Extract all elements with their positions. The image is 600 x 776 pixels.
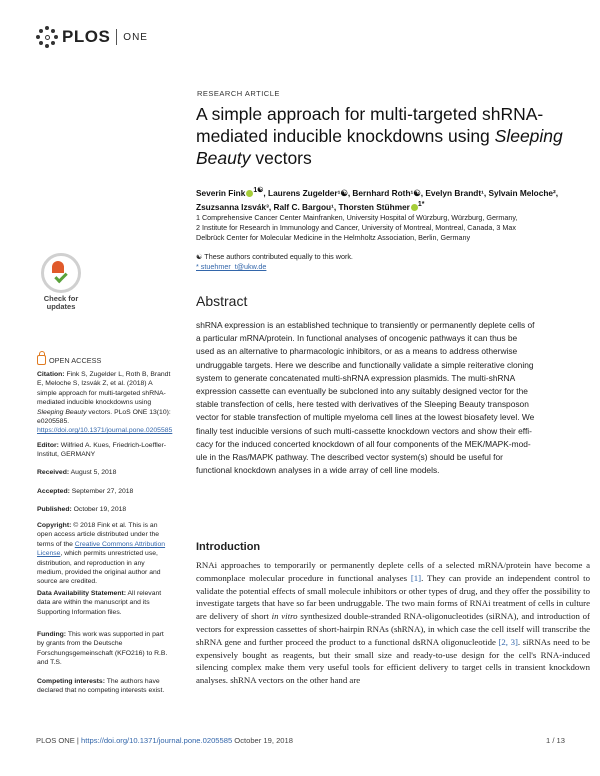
abstract-heading: Abstract bbox=[196, 293, 248, 309]
accepted-date: Accepted: September 27, 2018 bbox=[37, 488, 134, 495]
reference-link[interactable]: [1] bbox=[410, 572, 422, 583]
page-number: 1 / 13 bbox=[546, 736, 565, 745]
check-for-updates-button[interactable] bbox=[38, 253, 84, 309]
article-type-label: RESEARCH ARTICLE bbox=[197, 89, 280, 98]
affiliations: 1 Comprehensive Cancer Center Mainfranken, University Hospital of Würzburg, Würzburg, Germany, 2 Institute for Research in Immunology and Cancer, University of Montreal, Montreal, Canada, 3 Max Delbrück Center for Molecular Medicine in the Helmholtz Association, Berlin, Germany bbox=[196, 213, 518, 242]
plos-dots-icon bbox=[36, 26, 58, 48]
check-for-updates-label: Check for updates bbox=[43, 294, 79, 311]
introduction-text: RNAi approaches to temporarily or permanently deplete cells of a selected mRNA/protein have become a commonplace molecular procedure in functional analyses [1]. They can provide an independent control to validate the potential effects of small molecule inhibitors or other types of drug, and they offer the possibility to investigate targets that have so far been undruggable. The two main forms of RNAi treatment of cells in culture are delivery of short in vitro synthesized double-stranded RNA-oligonucleotides (siRNA), and introduction of vectors for expression cassettes of short-hairpin RNAs (shRNA), in which case the cell itself will transcribe the shRNA gene and further proceed the product to a functional dsRNA oligonucleotide [2, 3]. siRNAs need to be expensively bought as reagents, but their small size and ready-to-use design for the cell's RNA-induced silencing complex make them very useful tools for efficient delivery to target cells in transient knockdown analyses. shRNA vectors on the other hand are bbox=[196, 560, 590, 686]
journal-name: ONE bbox=[123, 31, 148, 43]
author-list: Severin Fink $^{1☯}$, Laurens Zugelder¹☯, Bernhard Roth¹☯, Evelyn Brandt¹, Sylvain Meloche², Zsuzsanna Izsvák³, Ralf C. Bargou¹, Thorsten Stühmer $^{1*}$ bbox=[196, 187, 559, 212]
page-footer: PLOS ONE | https://doi.org/10.1371/journal.pone.0205585 October 19, 2018 bbox=[36, 736, 293, 745]
footer-doi-link[interactable]: https://doi.org/10.1371/journal.pone.0205585 bbox=[81, 736, 233, 745]
equal-contribution-note: ☯ These authors contributed equally to this work. bbox=[196, 252, 353, 261]
logo-divider bbox=[116, 29, 117, 45]
data-availability-block: Data Availability Statement: All relevant data are within the manuscript and its Supporting Information files. bbox=[37, 590, 162, 616]
abstract-text: shRNA expression is an established technique to transiently or permanently deplete cells of a particular mRNA/protein. In functional analyses of oncogenic pathways it can thus be used as an alternative to pharmacologic inhibitors, or as a means to address otherwise undruggable targets. Here we describe and functionally validate a simple reiterative cloning system to generate concatenated multi-shRNA expression plasmids. The multi-shRNA expression cassette can eventually be subcloned into any suitably designed vector for the stable transfection of cells, here tested with derivatives of the Sleeping Beauty transposon vector for stable transfection of multiple myeloma cell lines at the lowest biosafety level. We finally test inducible versions of such multi-cassette knockdown vectors and show their effi- cacy for the induced concerted knockdown of all four components of the MEK/MAPK-mod- ule in the Ras/MAPK pathway. The described vector system(s) should be useful for functional knockdown analyses in a wide array of cell line models. bbox=[196, 320, 535, 476]
open-lock-icon bbox=[37, 355, 46, 365]
published-date: Published: October 19, 2018 bbox=[37, 506, 127, 513]
citation-doi-link[interactable]: https://doi.org/10.1371/journal.pone.0205585 bbox=[37, 427, 173, 435]
editor-block: Editor: Wilfried A. Kues, Friedrich-Loeffler-Institut, GERMANY bbox=[37, 442, 167, 459]
check-for-updates-icon bbox=[41, 253, 81, 293]
plos-logo bbox=[36, 24, 156, 50]
open-access-badge: OPEN ACCESS bbox=[37, 355, 101, 365]
citation-block: Citation: Fink S, Zugelder L, Roth B, Brandt E, Meloche S, Izsvák Z, et al. (2018) A simple approach for multi-targeted shRNA-mediated inducible knockdowns using Sleeping Beauty vectors. PLoS ONE 13(10): e0205585. https://doi.org/10.1371/journal.pone.0205585 bbox=[37, 371, 173, 435]
reference-link[interactable]: [2, 3] bbox=[498, 636, 518, 647]
copyright-block: Copyright: © 2018 Fink et al. This is an open access article distributed under the terms of the Creative Commons Attribution License, which permits unrestricted use, distribution, and reproduction in any medium, provided the original author and source are credited. bbox=[37, 522, 166, 586]
funding-block: Funding: This work was supported in part by grants from the Deutsche Forschungsgemeinschaft (KFO216) to R.B. and T.S. bbox=[37, 631, 168, 667]
received-date: Received: August 5, 2018 bbox=[37, 469, 117, 476]
brand-name: PLOS bbox=[62, 27, 111, 46]
corresponding-email-link[interactable]: * stuehmer_t@ukw.de bbox=[196, 262, 267, 271]
orcid-icon[interactable] bbox=[411, 204, 418, 211]
competing-interests-block: Competing interests: The authors have declared that no competing interests exist. bbox=[37, 678, 165, 695]
introduction-heading: Introduction bbox=[196, 541, 261, 553]
cc-license-link[interactable]: Creative Commons Attribution License bbox=[37, 540, 166, 558]
article-title: A simple approach for multi-targeted shRNA-mediated inducible knockdowns using Sleeping Beauty vectors bbox=[196, 104, 563, 168]
